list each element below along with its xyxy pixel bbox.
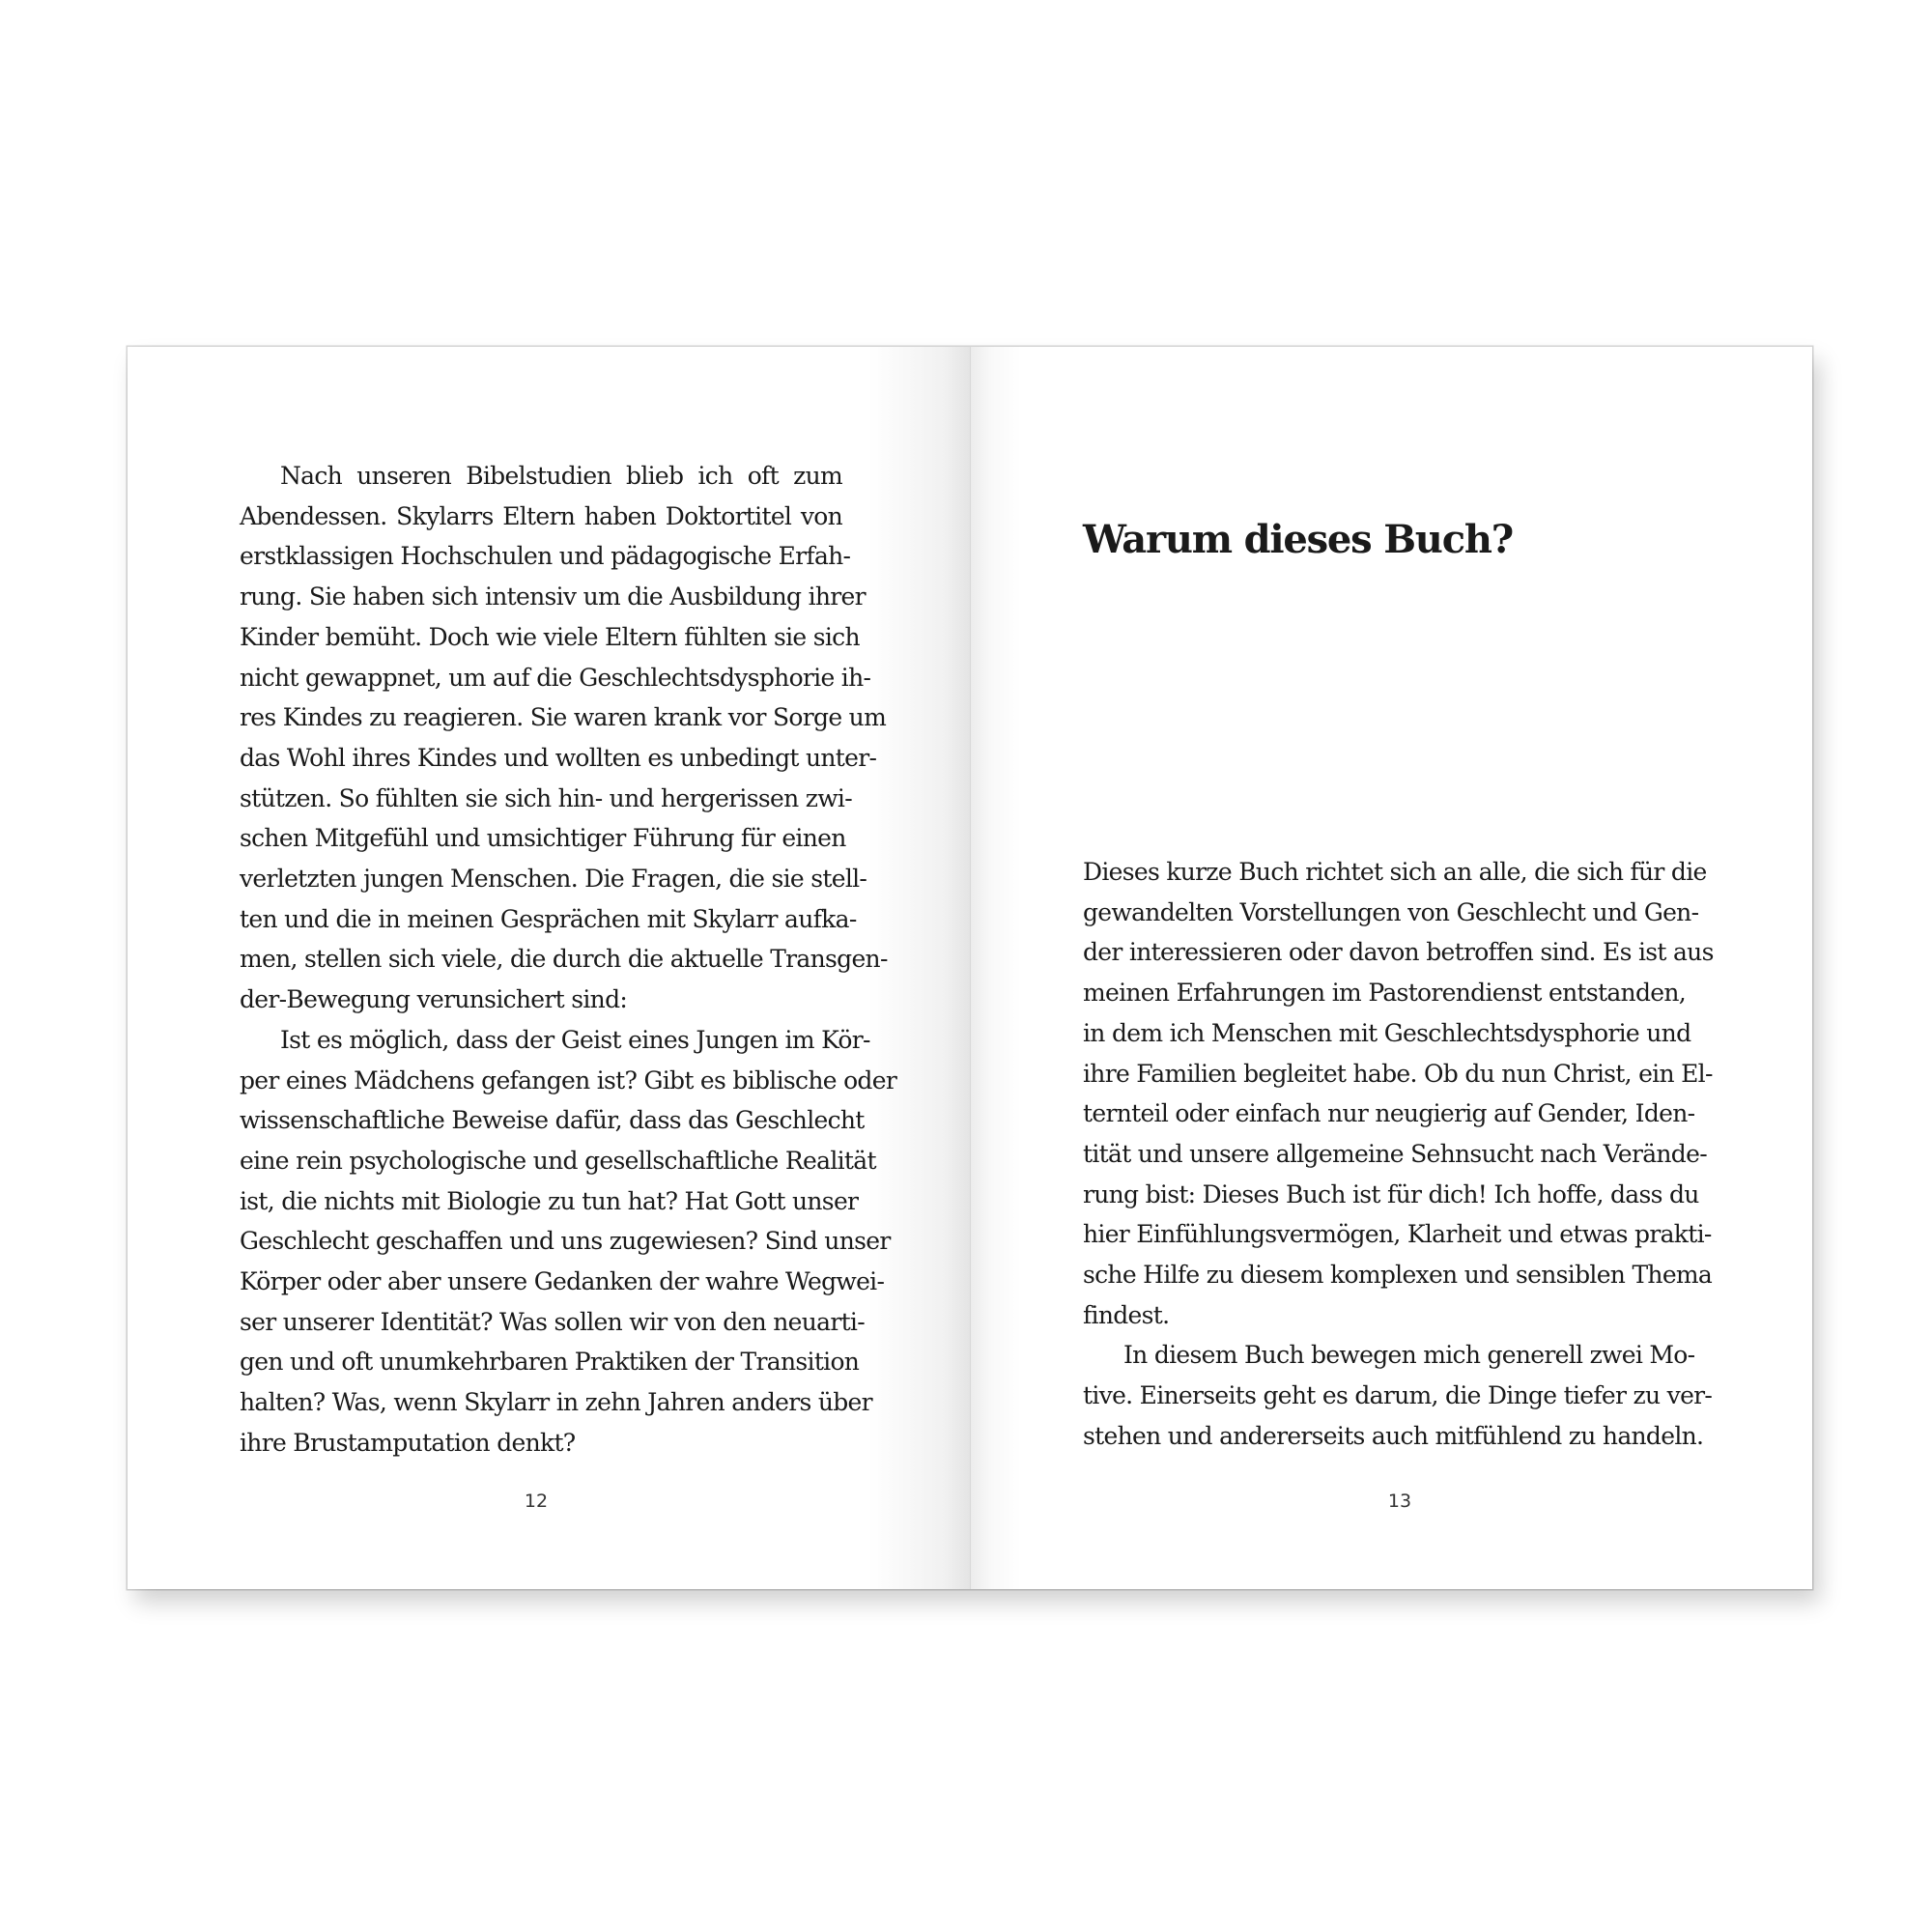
text-line: findest. xyxy=(1083,1300,1170,1329)
text-line: schen Mitgefühl und umsichtiger Führung für einen xyxy=(240,824,846,853)
text-line: ihre Familien begleitet habe. Ob du nun Christ, ein El- xyxy=(1083,1059,1713,1088)
text-line: meinen Erfahrungen im Pastorendienst entstanden, xyxy=(1083,979,1686,1008)
text-line: Nach unseren Bibelstudien blieb ich oft zum xyxy=(280,462,842,490)
text-line: Geschlecht geschaffen und uns zugewiesen? Sind unser xyxy=(240,1227,891,1256)
text-line: ternteil oder einfach nur neugierig auf Gender, Iden- xyxy=(1083,1099,1695,1128)
text-line: sche Hilfe zu diesem komplexen und sensiblen Thema xyxy=(1083,1261,1713,1290)
text-line: in dem ich Menschen mit Geschlechtsdysphorie und xyxy=(1083,1018,1691,1047)
text-line: gen und oft unumkehrbaren Praktiken der Transition xyxy=(240,1348,860,1377)
left-page xyxy=(128,347,970,1589)
text-line: tive. Einerseits geht es darum, die Dinge tiefer zu ver- xyxy=(1083,1381,1713,1410)
text-line: nicht gewappnet, um auf die Geschlechtsdysphorie ih- xyxy=(240,663,871,692)
text-line: ist, die nichts mit Biologie zu tun hat? Hat Gott unser xyxy=(240,1186,859,1215)
right-page xyxy=(970,347,1812,1589)
text-line: ten und die in meinen Gesprächen mit Skylarr aufka- xyxy=(240,904,857,933)
text-line: ihre Brustamputation denkt? xyxy=(240,1428,576,1457)
text-line: hier Einfühlungsvermögen, Klarheit und etwas prakti- xyxy=(1083,1220,1712,1249)
text-line: der interessieren oder davon betroffen sind. Es ist aus xyxy=(1083,938,1714,967)
text-line: halten? Was, wenn Skylarr in zehn Jahren anders über xyxy=(240,1388,872,1417)
text-line: res Kindes zu reagieren. Sie waren krank vor Sorge um xyxy=(240,703,887,732)
text-line: In diesem Buch bewegen mich generell zwei Mo- xyxy=(1123,1341,1695,1370)
text-line: verletzten jungen Menschen. Die Fragen, die sie stell- xyxy=(240,865,867,894)
text-line: Ist es möglich, dass der Geist eines Jungen im Kör- xyxy=(280,1025,870,1054)
book-spread xyxy=(128,347,1812,1589)
page-number-right: 13 xyxy=(1387,1491,1412,1512)
text-line: Kinder bemüht. Doch wie viele Eltern fühlten sie sich xyxy=(240,622,860,651)
text-line: der-Bewegung verunsichert sind: xyxy=(240,985,628,1014)
page-number-left: 12 xyxy=(524,1491,549,1512)
text-line: per eines Mädchens gefangen ist? Gibt es biblische oder xyxy=(240,1065,897,1094)
text-line: rung bist: Dieses Buch ist für dich! Ich hoffe, dass du xyxy=(1083,1179,1699,1208)
text-line: Körper oder aber unsere Gedanken der wahre Wegwei- xyxy=(240,1267,885,1296)
text-line: eine rein psychologische und gesellschaftliche Realität xyxy=(240,1146,876,1175)
text-line: erstklassigen Hochschulen und pädagogische Erfah- xyxy=(240,542,851,571)
text-line: Dieses kurze Buch richtet sich an alle, die sich für die xyxy=(1083,858,1707,886)
text-line: stützen. So fühlten sie sich hin- und hergerissen zwi- xyxy=(240,783,852,812)
text-line: Abendessen. Skylarrs Eltern haben Doktortitel von xyxy=(240,501,842,530)
text-line: gewandelten Vorstellungen von Geschlecht und Gen- xyxy=(1083,897,1699,926)
text-line: wissenschaftliche Beweise dafür, dass das Geschlecht xyxy=(240,1106,865,1135)
text-line: men, stellen sich viele, die durch die aktuelle Transgen- xyxy=(240,945,888,974)
right-page-body xyxy=(1083,852,1714,1457)
text-line: tität und unsere allgemeine Sehnsucht nach Verände- xyxy=(1083,1139,1707,1168)
left-page-body xyxy=(240,456,897,1463)
chapter-title: Warum dieses Buch? xyxy=(1083,517,1513,562)
text-line: ser unserer Identität? Was sollen wir von den neuarti- xyxy=(240,1307,865,1336)
text-line: rung. Sie haben sich intensiv um die Ausbildung ihrer xyxy=(240,582,866,611)
text-line: das Wohl ihres Kindes und wollten es unbedingt unter- xyxy=(240,743,877,772)
text-line: stehen und andererseits auch mitfühlend zu handeln. xyxy=(1083,1421,1704,1450)
